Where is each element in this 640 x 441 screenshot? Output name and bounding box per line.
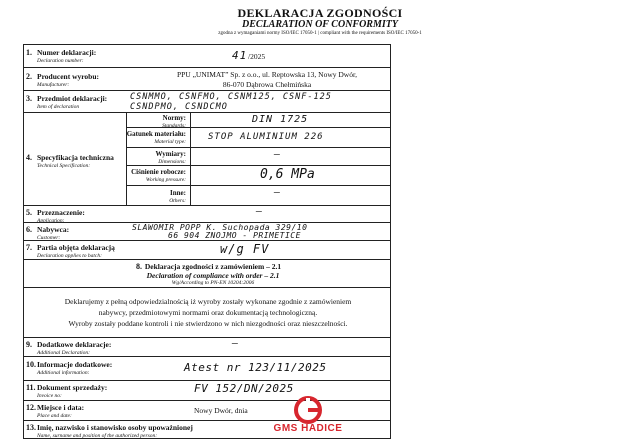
doc-title: DEKLARACJA ZGODNOŚCI (237, 6, 403, 20)
row-number: 3. (26, 94, 32, 103)
row-item (24, 90, 390, 113)
pressure-value: 0,6 MPa (260, 167, 315, 182)
row-number: 5. (26, 208, 32, 217)
material-value: STOP ALUMINIUM 226 (208, 132, 324, 142)
compliance-title: Deklaracja zgodności z zamówieniem – 2.1 (144, 262, 282, 271)
row-number: 8. (136, 262, 142, 271)
declaration-statement (24, 287, 390, 338)
statement-line3: Wyroby zostały poddane kontroli i nie stwierdzono w nich niezgodności oraz nieszczelności. (68, 319, 348, 328)
compliance-norm: Wg/According to PN-EN 10204:2006 (171, 280, 255, 286)
spec-dimensions: Wymiary: Dimensions: — (126, 147, 390, 166)
stamp-brand: GMS HADICE (273, 423, 343, 434)
statement-line1: Deklarujemy z pełną odpowiedzialnością iż wyroby zostały wykonane zgodnie z zamówieniem (64, 297, 352, 306)
invoice-value: FV 152/DN/2025 (194, 382, 294, 395)
additional-info-value: Atest nr 123/11/2025 (184, 361, 327, 374)
row-label: Miejsce i data: Place and date: (37, 403, 85, 419)
item-handwriting-2: CSNDPMO, CSNDCMO (130, 102, 228, 112)
row-batch (24, 240, 390, 260)
row-label: Partia objęta deklaracją Declaration applies to batch: (37, 243, 115, 259)
row-customer (24, 222, 390, 241)
row-application (24, 205, 390, 223)
declaration-form (23, 44, 391, 439)
application-value: — (256, 206, 264, 217)
norm-note: zgodna z wymaganiami normy ISO/IEC 17050-1 | compliant with the requirements ISO/IEC 17050-1 (218, 31, 422, 36)
declaration-year: /2025 (248, 52, 266, 61)
row-additional-declaration (24, 337, 390, 357)
statement-line2: nabywcy, przedmiotowymi normami oraz dokumentacją technologiczną. (98, 308, 318, 317)
customer-line1: SLAWOMIR POPP K. Suchopada 329/10 (132, 223, 308, 232)
others-value: — (274, 187, 282, 198)
spec-others: Inne: Others: — (126, 185, 390, 206)
row-label: Nabywca: Customer: (37, 225, 70, 241)
row-label: Dokument sprzedaży: Invoice no: (37, 383, 108, 399)
row-declaration-number (24, 45, 390, 67)
gms-logo-icon (293, 396, 323, 424)
customer-line2: 66 904 ZNOJMO - PRIMETICE (168, 231, 301, 240)
manufacturer-line1: PPU „UNIMAT” Sp. z o.o., ul. Reptowska 13, Nowy Dwór, (176, 70, 358, 79)
row-label: Informacje dodatkowe: Additional information: (37, 360, 113, 376)
manufacturer-line2: 86-070 Dąbrowa Chełmińska (222, 80, 312, 89)
company-stamp (248, 396, 368, 438)
spec-standards: Normy: Standards: DIN 1725 (162, 114, 309, 129)
row-number: 2. (26, 72, 32, 81)
row-label: Numer deklaracji: Declaration number: (37, 48, 97, 64)
row-label: Imię, nazwisko i stanowisko osoby upoważnionej Name, surname and position of the authorized person: (37, 423, 193, 439)
row-label: Producent wyrobu: Manufacturer: (37, 72, 100, 88)
row-number: 9. (26, 340, 32, 349)
batch-value: w/g FV (220, 242, 270, 256)
standards-value: DIN 1725 (252, 114, 309, 125)
row-number: 12. (26, 403, 36, 412)
doc-title-en: DECLARATION OF CONFORMITY (242, 19, 398, 30)
row-tech-spec (24, 112, 390, 206)
row-number: 6. (26, 225, 32, 234)
row-label: Dodatkowe deklaracje: Additional Declaration: (37, 340, 112, 356)
item-handwriting-1: CSNMMO, CSNFMO, CSNM125, CSNF-125 (130, 92, 332, 102)
compliance-title-en: Declaration of compliance with order – 2.1 (146, 271, 280, 280)
row-number: 7. (26, 243, 32, 252)
row-number: 13. (26, 423, 36, 432)
additional-declaration-value: — (232, 338, 240, 349)
row-additional-info (24, 356, 390, 381)
row-number: 1. (26, 48, 32, 57)
dimensions-value: — (274, 149, 282, 160)
row-number: 11. (26, 383, 36, 392)
place-value: Nowy Dwór, dnia (194, 406, 248, 415)
row-number: 4. (26, 153, 32, 162)
spec-pressure: Ciśnienie robocze: Working pressure: 0,6 MPa (126, 165, 390, 186)
spec-material: Gatunek materiału: Material type: STOP ALUMINIUM 226 (126, 127, 390, 148)
row-compliance (24, 259, 390, 288)
row-manufacturer (24, 67, 390, 91)
row-label: Przeznaczenie: Application: (37, 208, 85, 224)
row-label: Przedmiot deklaracji: Item of declaration (37, 94, 108, 110)
row-label: Specyfikacja techniczna Technical Specification: (37, 153, 114, 169)
declaration-number-value: 41 (232, 49, 248, 62)
row-number: 10. (26, 360, 36, 369)
